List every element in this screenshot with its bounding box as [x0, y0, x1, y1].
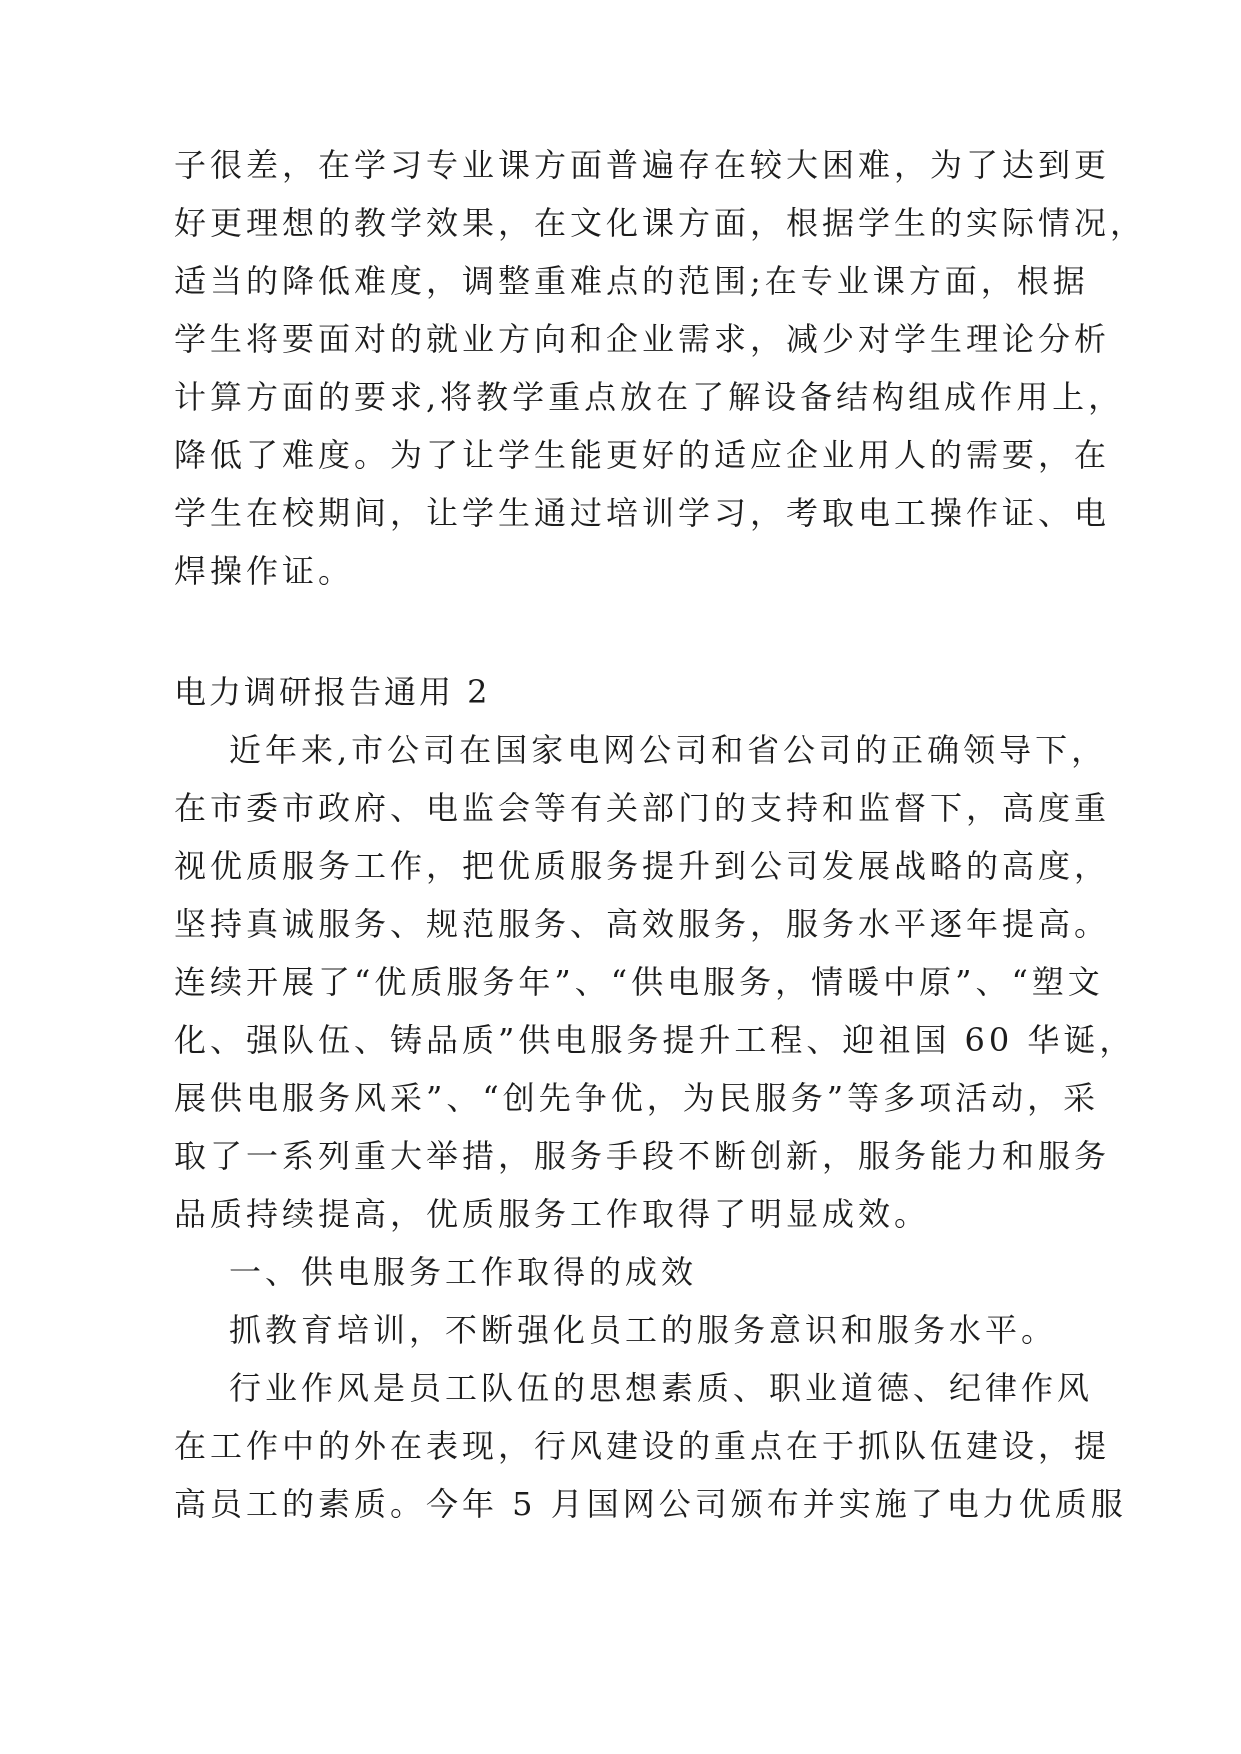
body-text-line: 化、强队伍、铸品质”供电服务提升工程、迎祖国 60 华诞，: [174, 1021, 1136, 1059]
body-text-line: 好更理想的教学效果，在文化课方面，根据学生的实际情况，: [174, 204, 1147, 242]
section-title: 电力调研报告通用 2: [174, 673, 491, 711]
body-text-line: 子很差，在学习专业课方面普遍存在较大困难，为了达到更: [174, 146, 1111, 184]
body-text-line: 降低了难度。为了让学生能更好的适应企业用人的需要，在: [174, 436, 1111, 474]
body-text-line: 高员工的素质。今年 5 月国网公司颁布并实施了电力优质服: [174, 1485, 1127, 1523]
body-text-line: 焊操作证。: [174, 552, 355, 590]
body-text-line: 学生在校期间，让学生通过培训学习，考取电工操作证、电: [174, 494, 1111, 532]
body-text-line: 抓教育培训，不断强化员工的服务意识和服务水平。: [229, 1311, 1058, 1349]
body-text-line: 行业作风是员工队伍的思想素质、职业道德、纪律作风: [229, 1369, 1094, 1407]
body-text-line: 品质持续提高，优质服务工作取得了明显成效。: [174, 1195, 931, 1233]
body-text-line: 展供电服务风采”、“创先争优，为民服务”等多项活动，采: [174, 1079, 1100, 1117]
body-text-line: 适当的降低难度，调整重难点的范围;在专业课方面，根据: [174, 262, 1089, 300]
body-text-line: 在市委市政府、电监会等有关部门的支持和监督下，高度重: [174, 789, 1111, 827]
body-text-line: 学生将要面对的就业方向和企业需求，减少对学生理论分析: [174, 320, 1111, 358]
subheading: 一、供电服务工作取得的成效: [229, 1253, 698, 1291]
body-text-line: 在工作中的外在表现，行风建设的重点在于抓队伍建设，提: [174, 1427, 1111, 1465]
body-text-line: 连续开展了“优质服务年”、“供电服务，情暖中原”、“塑文: [174, 963, 1104, 1001]
body-text-line: 视优质服务工作，把优质服务提升到公司发展战略的高度，: [174, 847, 1111, 885]
body-text-line: 计算方面的要求,将教学重点放在了解设备结构组成作用上，: [174, 378, 1125, 416]
body-text-line: 取了一系列重大举措，服务手段不断创新，服务能力和服务: [174, 1137, 1111, 1175]
body-text-line: 近年来,市公司在国家电网公司和省公司的正确领导下，: [229, 731, 1108, 769]
body-text-line: 坚持真诚服务、规范服务、高效服务，服务水平逐年提高。: [174, 905, 1111, 943]
